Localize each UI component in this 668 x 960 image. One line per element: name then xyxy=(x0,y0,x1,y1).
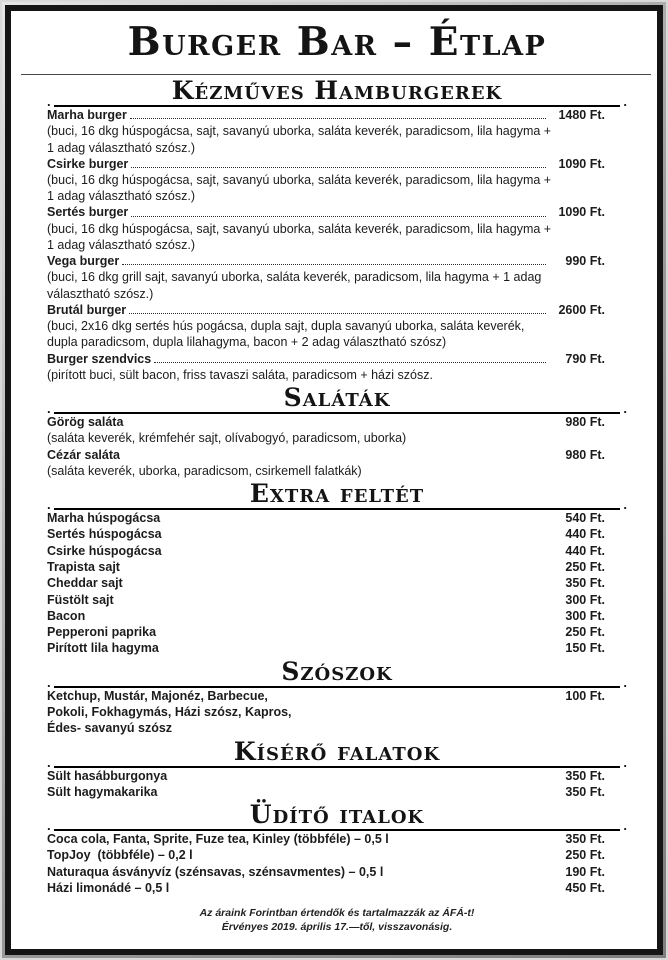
page-title: Burger Bar – Étlap xyxy=(127,19,547,65)
item-name: Bacon xyxy=(47,608,86,623)
menu-item-row xyxy=(47,253,627,269)
item-name: Burger szendvics xyxy=(47,351,152,366)
menu-item-row xyxy=(47,847,627,863)
item-price: 990 Ft. xyxy=(565,254,605,269)
menu-page xyxy=(5,5,663,955)
title-divider xyxy=(21,74,651,75)
header-left-dot xyxy=(47,500,51,510)
section-header-kisero-falatok xyxy=(47,738,627,768)
item-name: Füstölt sajt xyxy=(47,592,114,607)
dotted-leader xyxy=(131,216,546,217)
item-name: Csirke burger xyxy=(47,156,129,171)
dotted-leader xyxy=(129,313,546,314)
item-price: 300 Ft. xyxy=(565,592,605,607)
item-price: 350 Ft. xyxy=(565,784,605,799)
item-price: 440 Ft. xyxy=(565,543,605,558)
item-price: 980 Ft. xyxy=(565,415,605,430)
header-left-dot xyxy=(47,821,51,831)
item-description: (saláta keverék, krémfehér sajt, olívabogyó, paradicsom, uborka) xyxy=(47,431,407,446)
item-price: 100 Ft. xyxy=(565,688,605,703)
header-left-dot xyxy=(47,678,51,688)
section-title: Kézműves Hamburgerek xyxy=(54,77,621,107)
section-header-extra-feltet xyxy=(47,480,627,510)
item-name: Sertés húspogácsa xyxy=(47,527,162,542)
item-price: 1480 Ft. xyxy=(558,108,605,122)
header-left-dot xyxy=(47,404,51,414)
item-price: 250 Ft. xyxy=(565,559,605,574)
item-description: (saláta keverék, uborka, paradicsom, csirkemell falatkák) xyxy=(47,463,362,478)
dotted-leader xyxy=(131,167,546,168)
section-header-szoszok xyxy=(47,658,627,688)
item-price: 350 Ft. xyxy=(565,768,605,783)
menu-item-row xyxy=(47,543,627,559)
menu-item-row xyxy=(47,447,627,463)
item-price: 350 Ft. xyxy=(565,576,605,591)
footer-line-2: Érvényes 2019. április 17.—től, visszavonásig. xyxy=(221,920,453,933)
item-name: Csirke húspogácsa xyxy=(47,543,162,558)
item-price: 1090 Ft. xyxy=(558,205,605,220)
menu-item-row xyxy=(47,559,627,575)
menu-item-row xyxy=(47,107,627,123)
header-right-dot xyxy=(623,678,627,688)
header-right-dot xyxy=(623,97,627,107)
item-name: Naturaqua ásványvíz (szénsavas, szénsavmentes) – 0,5 l xyxy=(47,864,384,879)
item-name: Cézár saláta xyxy=(47,447,120,462)
dotted-leader xyxy=(122,264,546,265)
item-name: Sült hasábburgonya xyxy=(47,768,168,783)
item-price: 250 Ft. xyxy=(565,848,605,863)
header-left-dot xyxy=(47,758,51,768)
item-price: 790 Ft. xyxy=(565,351,605,366)
item-price: 540 Ft. xyxy=(565,511,605,526)
item-description: (buci, 16 dkg grill sajt, savanyú uborka, saláta keverék, paradicsom, lila hagyma + 1 adag választható szósz.) xyxy=(47,270,542,301)
header-right-dot xyxy=(623,404,627,414)
item-name: Pepperoni paprika xyxy=(47,625,157,640)
menu-item-row xyxy=(47,608,627,624)
item-description: (buci, 16 dkg húspogácsa, sajt, savanyú uborka, saláta keverék, paradicsom, lila hagyma + 1 adag választható szósz.) xyxy=(47,173,552,204)
menu-item-row xyxy=(47,880,627,896)
header-right-dot xyxy=(623,821,627,831)
dotted-leader xyxy=(130,118,546,119)
header-left-dot xyxy=(47,97,51,107)
item-name: Coca cola, Fanta, Sprite, Fuze tea, Kinley (többféle) – 0,5 l xyxy=(47,832,389,847)
item-price: 1090 Ft. xyxy=(558,156,605,171)
item-name: Vega burger xyxy=(47,254,120,269)
menu-item-row xyxy=(47,414,627,430)
section-title: Saláták xyxy=(54,384,621,414)
item-price: 300 Ft. xyxy=(565,608,605,623)
section-header-udito-italok xyxy=(47,801,627,831)
menu-item-row xyxy=(47,768,627,784)
menu-item-row xyxy=(47,575,627,591)
item-name: Marha burger xyxy=(47,108,127,122)
item-price: 980 Ft. xyxy=(565,447,605,462)
item-name: Marha húspogácsa xyxy=(47,511,161,526)
item-name: Ketchup, Mustár, Majonéz, Barbecue, Pokoli, Fokhagymás, Házi szósz, Kapros, Édes- savanyú szósz xyxy=(47,688,295,736)
item-price: 150 Ft. xyxy=(565,641,605,656)
header-right-dot xyxy=(623,758,627,768)
item-name: Sertés burger xyxy=(47,205,129,220)
item-name: Házi limonádé – 0,5 l xyxy=(47,881,170,896)
menu-item-row xyxy=(47,688,627,737)
menu-item-row xyxy=(47,864,627,880)
menu-item-row xyxy=(47,526,627,542)
header-right-dot xyxy=(623,500,627,510)
item-price: 190 Ft. xyxy=(565,864,605,879)
item-description: (buci, 2x16 dkg sertés hús pogácsa, dupla sajt, dupla savanyú uborka, saláta keverék, dupla paradicsom, dupla lilahagyma, bacon + 2 adag választható szósz) xyxy=(47,319,525,350)
menu-item-row xyxy=(47,624,627,640)
menu-page-frame-bevel xyxy=(2,2,666,958)
item-name: Görög saláta xyxy=(47,415,124,430)
item-description: (pirított buci, sült bacon, friss tavaszi saláta, paradicsom + házi szósz. xyxy=(47,367,433,382)
menu-item-row xyxy=(47,156,627,172)
menu-item-row xyxy=(47,640,627,656)
menu-item-row xyxy=(47,784,627,800)
menu-item-row xyxy=(47,302,627,318)
menu-item-row xyxy=(47,831,627,847)
item-name: Cheddar sajt xyxy=(47,576,123,591)
item-name: Trapista sajt xyxy=(47,559,120,574)
menu-content xyxy=(11,11,657,934)
item-price: 450 Ft. xyxy=(565,881,605,896)
item-description: (buci, 16 dkg húspogácsa, sajt, savanyú uborka, saláta keverék, paradicsom, lila hagyma + 1 adag választható szósz.) xyxy=(47,124,552,155)
dotted-leader xyxy=(154,362,546,363)
section-header-kezmuves-hamburgerek xyxy=(47,77,627,107)
section-title: Kísérő falatok xyxy=(54,738,621,768)
item-price: 440 Ft. xyxy=(565,527,605,542)
section-header-salatak xyxy=(47,384,627,414)
item-name: Brutál burger xyxy=(47,302,127,317)
section-title: Szószok xyxy=(54,658,621,688)
menu-item-row xyxy=(47,204,627,220)
item-price: 2600 Ft. xyxy=(558,302,605,317)
menu-item-row xyxy=(47,510,627,526)
menu-item-row xyxy=(47,351,627,367)
footer-line-1: Az áraink Forintban értendők és tartalmazzák az ÁFÁ-t! xyxy=(199,907,475,920)
item-price: 250 Ft. xyxy=(565,625,605,640)
menu-item-row xyxy=(47,592,627,608)
item-name: Pirított lila hagyma xyxy=(47,641,159,656)
item-description: (buci, 16 dkg húspogácsa, sajt, savanyú uborka, saláta keverék, paradicsom, lila hagyma + 1 adag választható szósz.) xyxy=(47,221,552,252)
item-name: Sült hagymakarika xyxy=(47,784,158,799)
section-title: Üdítő italok xyxy=(54,801,621,831)
item-price: 350 Ft. xyxy=(565,832,605,847)
item-name: TopJoy (többféle) – 0,2 l xyxy=(47,848,193,863)
section-title: Extra feltét xyxy=(54,480,621,510)
footer-note xyxy=(47,907,627,934)
